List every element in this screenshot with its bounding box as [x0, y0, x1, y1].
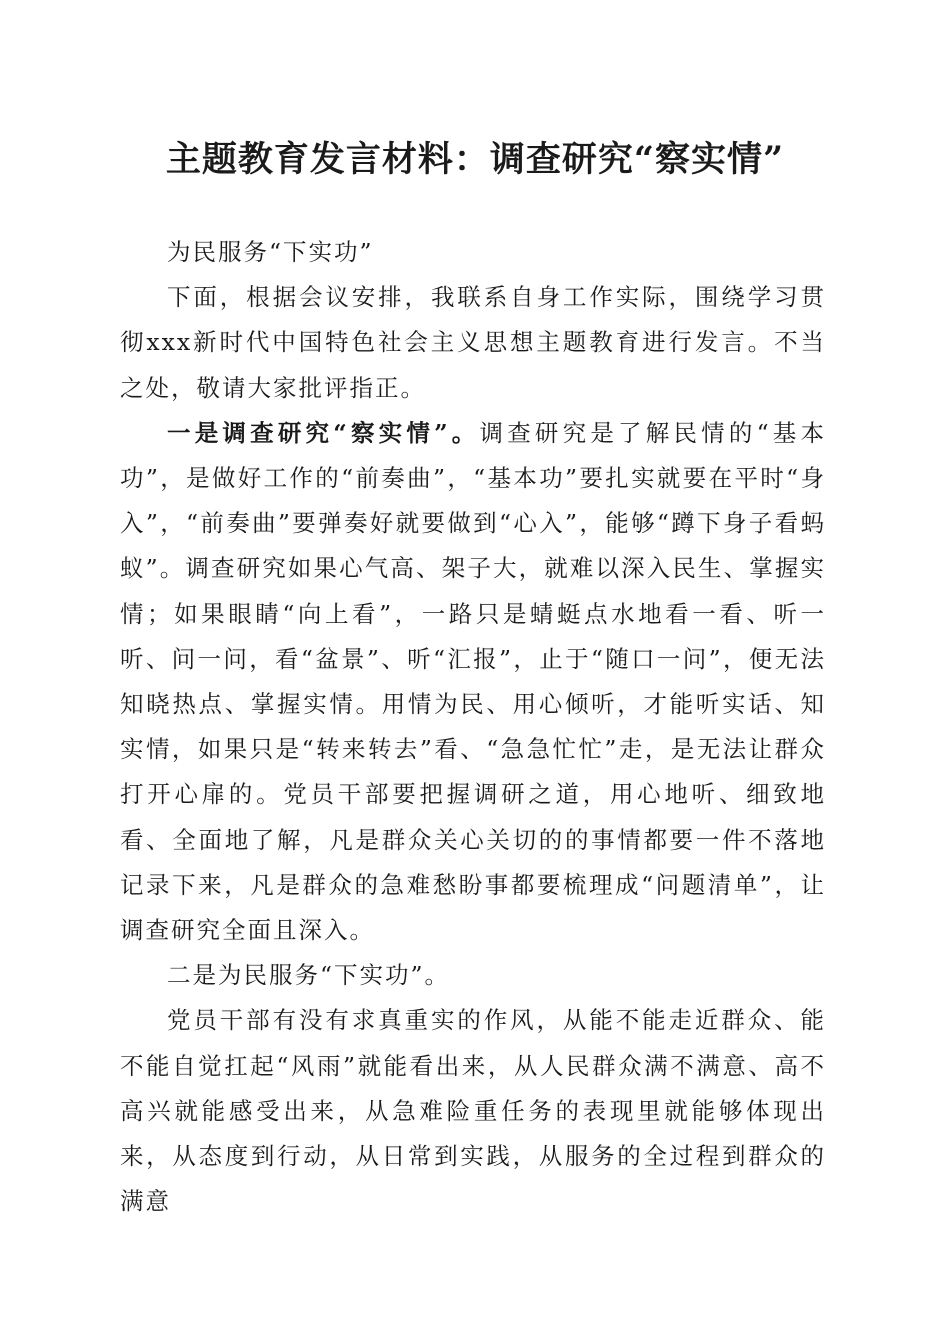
paragraph-text: 二是为民服务“下实功”。: [167, 961, 451, 990]
paragraph-subtitle: [120, 230, 826, 275]
paragraph-text: 党员干部有没有求真重实的作风，从能不能走近群众、能不能自觉扛起“风雨”就能看出来，从人民群众满不满意、高不高兴就能感受出来，从急难险重任务的表现里就能够体现出来，从态度到行动，从日常到实践，从服务的全过程到群众的满意: [120, 1006, 826, 1216]
paragraph-lead: 一是调查研究“察实情”。: [167, 418, 480, 447]
document-body: [120, 230, 826, 1224]
paragraph-text: 下面，根据会议安排，我联系自身工作实际，围绕学习贯彻xxx新时代中国特色社会主义思想主题教育进行发言。不当之处，敬请大家批评指正。: [120, 283, 826, 402]
document-title: 主题教育发言材料：调查研究“察实情”: [165, 139, 785, 180]
paragraph-text: 为民服务“下实功”: [167, 238, 374, 266]
paragraph-point-two-heading: [120, 953, 826, 998]
paragraph-intro: [120, 275, 826, 411]
paragraph-point-two-body: [120, 998, 826, 1224]
paragraph-text: 调查研究是了解民情的“基本功”，是做好工作的“前奏曲”，“基本功”要扎实就要在平时“身入”，“前奏曲”要弹奏好就要做到“心入”，能够“蹲下身子看蚂蚁”。调查研究如果心气高、架子大，就难以深入民生、掌握实情；如果眼睛“向上看”，一路只是蜻蜓点水地看一看、听一听、问一问，看“盆景”、听“汇报”，止于“随口一问”，便无法知晓热点、掌握实情。用情为民、用心倾听，才能听实话、知实情，如果只是“转来转去”看、“急急忙忙”走，是无法让群众打开心扉的。党员干部要把握调研之道，用心地听、细致地看、全面地了解，凡是群众关心关切的的事情都要一件不落地记录下来，凡是群众的急难愁盼事都要梳理成“问题清单”，让调查研究全面且深入。: [120, 418, 826, 945]
paragraph-point-one: [120, 411, 826, 953]
